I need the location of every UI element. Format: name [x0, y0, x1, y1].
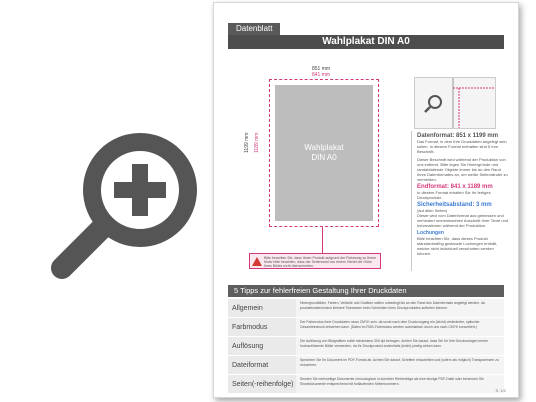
endformat-title: Endformat: 841 x 1189 mm	[417, 184, 493, 190]
tip-label: Seiten(-reihenfolge)	[228, 375, 296, 393]
lochungen-text: Bitte beachten Sie, dass dieses Produkt standardmäßig gestanzte Lochungen enthält, welche nicht individuell verschoben werden können.	[417, 236, 498, 256]
warning-icon	[252, 257, 262, 266]
sicherheit-sub: (auf allen Seiten)	[417, 208, 448, 213]
tip-row	[228, 299, 504, 318]
tip-text: Hintergrundbilder, Farben, Verläufe und Grafiken sollten unbedingt bis an den Rand des Datenformats angelegt werden, da produktionstechnisch kleinere Toleranzen beim Schneiden Ihres Druckproduktes auftreten können.	[296, 299, 504, 317]
sidebar	[417, 131, 509, 256]
sicherheit-title: Sicherheitsabstand: 3 mm	[417, 202, 492, 208]
datenformat-text: Das Format, in dem Ihre Druckdaten angelegt sein sollen. In diesem Format enthalten sind 5 mm Beschnitt.	[417, 139, 507, 154]
poster-area	[275, 85, 373, 221]
detail-preview	[414, 77, 496, 129]
warning-text: Bitte beachten Sie, dass Ihnen Produkt aufgrund der Rahmung zu Ihrem Motiv bitte beachten, dass der Seitenrand von einem Viertel der Höhe Ihres Bildes nicht überschreiten.	[264, 256, 377, 269]
tips-heading: 5 Tipps zur fehlerfreien Gestaltung Ihrer Druckdaten	[228, 285, 504, 297]
beschnitt-text: Dieser Beschnitt wird während der Produktion von uns entfernt. Bitte legen Sie Hintergründe und randabfallende Objekte immer bis an den Rand Ihres Datenformates an, um weiße Seitenränder zu vermeiden.	[417, 157, 508, 182]
zoom-in-icon[interactable]	[40, 120, 210, 290]
poster-label	[275, 143, 373, 163]
endformat-text: In diesem Format erhalten Sie Ihr fertiges Druckprodukt.	[417, 190, 491, 200]
tip-label: Auflösung	[228, 337, 296, 355]
tip-label: Allgemein	[228, 299, 296, 317]
pointer-line	[322, 227, 323, 253]
tip-row	[228, 356, 504, 375]
tip-row	[228, 318, 504, 337]
tip-label: Farbmodus	[228, 318, 296, 336]
poster-label-line2: DIN A0	[311, 153, 337, 162]
page-number: S. 1/2	[495, 388, 506, 393]
width-inner-label: 841 mm	[312, 72, 331, 78]
tip-text: Die Auflösung von Bildgrafiken sollte mindestens 300 dpi betragen. Achten Sie darauf, dass Sie für Ihre Druckvorlagen immer hochauflösende Bilder verwenden, da Ihr Druckprodukt andernfalls (leicht) pixelig wirken kann.	[296, 337, 504, 355]
poster-label-line1: Wahlplakat	[304, 143, 344, 152]
tips-table	[228, 299, 504, 394]
datasheet-tab: Datenblatt	[228, 23, 280, 35]
datenformat-title: Datenformat: 851 x 1199 mm	[417, 133, 499, 139]
tip-text: Der Farbmodus Ihrer Druckdaten muss CMYK sein, da sonst nach dem Druckvorgang ein (leicht) veränderter, optischer Gesamteindruck entstehen kann. (Daten im RGB-Farbmodus werden automatisch durch uns nach CMYK konvertiert.)	[296, 318, 504, 336]
datasheet-page[interactable]	[213, 2, 519, 398]
sicherheit-text: Dieser wird vom Datenformat aus gemessen und verhindert unerwünschten Anschnitt Ihrer Texte und Informationen während der Produktion.	[417, 213, 509, 228]
height-inner-label: 1189 mm	[254, 132, 260, 153]
tip-text: Senden Sie mehrseitige Dokumente chronologisch in korrekter Reihenfolge als eine einzige PDF-Datei oder benennen Sie Einzeldokumente entsprechend mit fortlaufenden Seitennummern.	[296, 375, 504, 393]
poster-preview	[269, 79, 379, 227]
lochungen-title: Lochungen	[417, 230, 444, 236]
page-title: Wahlplakat DIN A0	[228, 35, 504, 49]
tip-label: Dateiformat	[228, 356, 296, 374]
tip-text: Speichern Sie Ihr Dokument im PDF-Format ab. Achten Sie darauf, Schriften einzubetten und (sofern als möglich) Transparenzen zu reduzieren.	[296, 356, 504, 374]
sidebar-divider	[411, 131, 412, 271]
warning-box	[249, 253, 381, 269]
tip-row	[228, 375, 504, 394]
tip-row	[228, 337, 504, 356]
width-outer-label: 851 mm	[312, 66, 331, 72]
height-outer-label: 1199 mm	[244, 132, 250, 153]
